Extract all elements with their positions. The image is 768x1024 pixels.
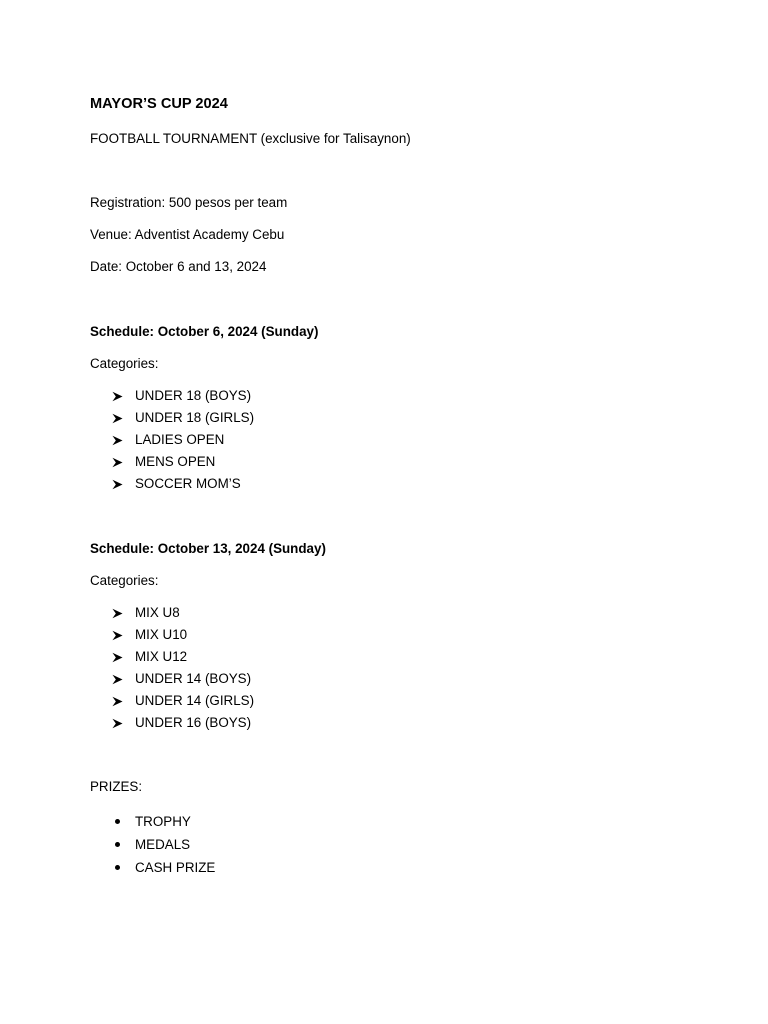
registration-line: Registration: 500 pesos per team [90, 195, 288, 210]
arrowhead-bullet-icon [112, 624, 126, 646]
category-label: SOCCER MOM’S [135, 476, 241, 491]
list-item [90, 856, 215, 879]
category-label: MIX U8 [135, 605, 180, 620]
round-bullet-icon [112, 856, 126, 879]
arrowhead-bullet-icon [112, 473, 126, 495]
category-label: LADIES OPEN [135, 432, 225, 447]
list-item [90, 646, 254, 668]
prize-label: CASH PRIZE [135, 860, 216, 875]
round-bullet-icon [112, 810, 126, 833]
category-label: UNDER 18 (GIRLS) [135, 410, 255, 425]
schedule-1-heading: Schedule: October 6, 2024 (Sunday) [90, 324, 319, 339]
arrowhead-bullet-icon [112, 690, 126, 712]
category-label: UNDER 18 (BOYS) [135, 388, 252, 403]
schedule-2-heading: Schedule: October 13, 2024 (Sunday) [90, 541, 326, 556]
round-bullet-icon [112, 833, 126, 856]
category-label: MIX U12 [135, 649, 188, 664]
list-item [90, 429, 254, 451]
arrowhead-bullet-icon [112, 429, 126, 451]
document-subtitle: FOOTBALL TOURNAMENT (exclusive for Talisaynon) [90, 131, 411, 146]
schedule-1-categories-label: Categories: [90, 356, 159, 371]
category-label: UNDER 14 (GIRLS) [135, 693, 255, 708]
list-item [90, 810, 215, 833]
arrowhead-bullet-icon [112, 668, 126, 690]
prizes-label: PRIZES: [90, 779, 143, 794]
category-label: MENS OPEN [135, 454, 216, 469]
document-title: MAYOR’S CUP 2024 [90, 96, 228, 112]
list-item [90, 602, 254, 624]
prize-label: MEDALS [135, 837, 191, 852]
category-label: MIX U10 [135, 627, 188, 642]
category-label: UNDER 14 (BOYS) [135, 671, 252, 686]
prize-label: TROPHY [135, 814, 191, 829]
list-item [90, 385, 254, 407]
list-item [90, 690, 254, 712]
arrowhead-bullet-icon [112, 602, 126, 624]
venue-line: Venue: Adventist Academy Cebu [90, 227, 285, 242]
list-item [90, 712, 254, 734]
category-label: UNDER 16 (BOYS) [135, 715, 252, 730]
list-item [90, 473, 254, 495]
arrowhead-bullet-icon [112, 646, 126, 668]
arrowhead-bullet-icon [112, 407, 126, 429]
list-item [90, 624, 254, 646]
arrowhead-bullet-icon [112, 451, 126, 473]
list-item [90, 407, 254, 429]
list-item [90, 451, 254, 473]
schedule-2-category-list [90, 602, 254, 734]
schedule-1-category-list [90, 385, 254, 495]
list-item [90, 668, 254, 690]
prizes-list [90, 810, 215, 879]
schedule-2-categories-label: Categories: [90, 573, 159, 588]
arrowhead-bullet-icon [112, 712, 126, 734]
arrowhead-bullet-icon [112, 385, 126, 407]
list-item [90, 833, 215, 856]
date-line: Date: October 6 and 13, 2024 [90, 259, 267, 274]
